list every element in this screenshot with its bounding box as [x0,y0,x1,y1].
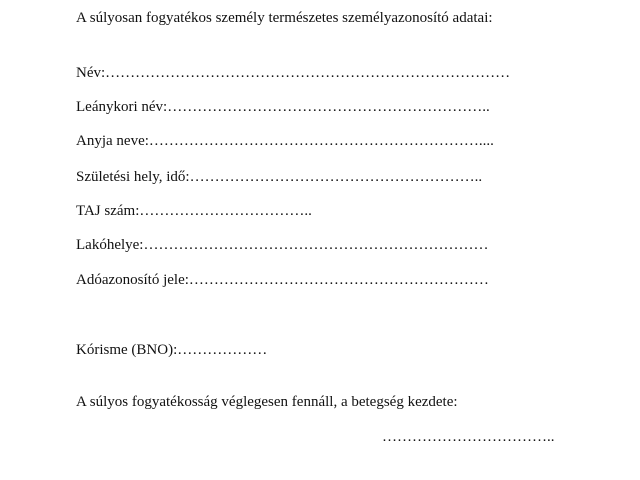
onset-date-blank: …………………………….. [382,429,555,445]
maiden-name-field: Leánykori név:……………………………………………………….. [76,99,490,115]
section-heading: A súlyosan fogyatékos személy természetes személyazonosító adatai: [76,10,493,26]
address-field: Lakóhelye:…………………………………………………………… [76,237,489,253]
taj-number-field: TAJ szám:…………………………….. [76,203,312,219]
mother-name-field: Anyja neve:………………………………………………………….... [76,133,494,149]
diagnosis-field: Kórisme (BNO):……………… [76,342,268,358]
name-field: Név:……………………………………………………………………… [76,65,511,81]
disability-statement: A súlyos fogyatékosság véglegesen fennáll, a betegség kezdete: [76,394,458,410]
birth-place-date-field: Születési hely, idő:………………………………………………….. [76,169,483,185]
tax-id-field: Adóazonosító jele:…………………………………………………… [76,272,489,288]
